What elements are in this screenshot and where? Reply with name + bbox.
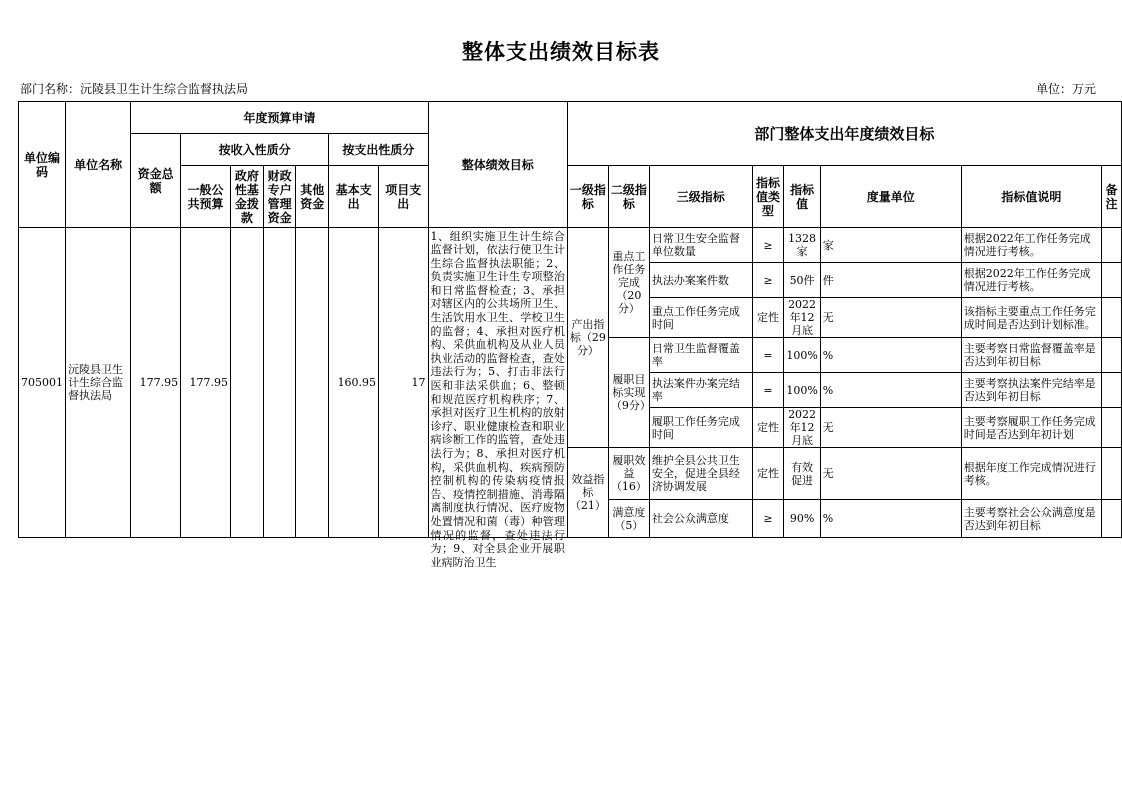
indicator-remark <box>1101 298 1121 338</box>
header-overall-goal: 整体绩效目标 <box>428 102 567 228</box>
indicator-remark <box>1101 408 1121 448</box>
department-name: 部门名称：沅陵县卫生计生综合监督执法局 <box>20 82 249 96</box>
indicator-type: = <box>752 373 784 408</box>
indicator-unit: 件 <box>820 263 961 298</box>
header-by-income: 按收入性质分 <box>181 134 329 166</box>
indicator-remark <box>1101 500 1121 538</box>
indicator-value: 2022年12月底 <box>784 298 820 338</box>
header-indicator-value: 指标值 <box>784 166 820 228</box>
indicator-unit: % <box>820 500 961 538</box>
indicator-type: 定性 <box>752 408 784 448</box>
header-unit-measure: 度量单位 <box>820 166 961 228</box>
indicator-name: 履职工作任务完成时间 <box>649 408 752 448</box>
header-basic-expense: 基本支出 <box>329 166 379 228</box>
fiscal-special-cell <box>263 228 296 538</box>
unit-code-cell: 705001 <box>19 228 66 538</box>
header-level1: 一级指标 <box>567 166 608 228</box>
header-value-type: 指标值类型 <box>752 166 784 228</box>
header-level3: 三级指标 <box>649 166 752 228</box>
indicator-desc: 根据2022年工作任务完成情况进行考核。 <box>961 263 1101 298</box>
total-funds-cell: 177.95 <box>131 228 181 538</box>
level1-benefit: 效益指标（21） <box>567 448 608 538</box>
indicator-remark <box>1101 373 1121 408</box>
indicator-remark <box>1101 448 1121 500</box>
indicator-desc: 主要考察履职工作任务完成时间是否达到年初计划 <box>961 408 1101 448</box>
header-gov-fund: 政府性基金拨款 <box>230 166 263 228</box>
indicator-type: = <box>752 338 784 373</box>
indicator-desc: 根据2022年工作任务完成情况进行考核。 <box>961 228 1101 263</box>
level1-output: 产出指标（29分） <box>567 228 608 448</box>
indicator-unit: 无 <box>820 448 961 500</box>
level2-duty-goal: 履职目标实现（9分） <box>608 338 649 448</box>
header-unit-code: 单位编码 <box>19 102 66 228</box>
indicator-unit: % <box>820 338 961 373</box>
general-budget-cell: 177.95 <box>181 228 231 538</box>
overall-goal-cell <box>428 228 567 569</box>
indicator-name: 重点工作任务完成时间 <box>649 298 752 338</box>
indicator-name: 社会公众满意度 <box>649 500 752 538</box>
header-annual-budget: 年度预算申请 <box>131 102 428 134</box>
header-remark: 备注 <box>1101 166 1121 228</box>
indicator-name: 执法案件办案完结率 <box>649 373 752 408</box>
header-unit-name: 单位名称 <box>66 102 131 228</box>
indicator-value: 1328家 <box>784 228 820 263</box>
indicator-desc: 主要考察社会公众满意度是否达到年初目标 <box>961 500 1101 538</box>
indicator-type: 定性 <box>752 448 784 500</box>
indicator-unit: 家 <box>820 228 961 263</box>
level2-satisfaction: 满意度（5） <box>608 500 649 538</box>
indicator-type: ≥ <box>752 228 784 263</box>
gov-fund-cell <box>230 228 263 538</box>
header-general-budget: 一般公共预算 <box>181 166 231 228</box>
indicator-value: 50件 <box>784 263 820 298</box>
indicator-unit: 无 <box>820 298 961 338</box>
header-other-funds: 其他资金 <box>296 166 329 228</box>
basic-expense-cell: 160.95 <box>329 228 379 538</box>
header-dept-goal: 部门整体支出年度绩效目标 <box>567 102 1121 166</box>
header-value-desc: 指标值说明 <box>961 166 1101 228</box>
indicator-type: 定性 <box>752 298 784 338</box>
indicator-desc: 主要考察日常监督覆盖率是否达到年初目标 <box>961 338 1101 373</box>
indicator-type: ≥ <box>752 263 784 298</box>
page-title: 整体支出绩效目标表 <box>462 40 660 64</box>
indicator-name: 日常卫生安全监督单位数量 <box>649 228 752 263</box>
indicator-desc: 该指标主要重点工作任务完成时间是否达到计划标准。 <box>961 298 1101 338</box>
level2-key-tasks: 重点工作任务完成（20分） <box>608 228 649 338</box>
indicator-type: ≥ <box>752 500 784 538</box>
unit-label: 单位：万元 <box>1035 82 1096 96</box>
indicator-value: 2022年12月底 <box>784 408 820 448</box>
level2-duty-benefit: 履职效益（16） <box>608 448 649 500</box>
indicator-value: 90% <box>784 500 820 538</box>
indicator-name: 日常卫生监督覆盖率 <box>649 338 752 373</box>
indicator-name: 执法办案案件数 <box>649 263 752 298</box>
indicator-value: 100% <box>784 373 820 408</box>
indicator-remark <box>1101 228 1121 263</box>
indicator-remark <box>1101 338 1121 373</box>
project-expense-cell: 17 <box>379 228 428 538</box>
header-level2: 二级指标 <box>608 166 649 228</box>
indicator-desc: 主要考察执法案件完结率是否达到年初目标 <box>961 373 1101 408</box>
header-total-funds: 资金总额 <box>131 134 181 228</box>
indicator-remark <box>1101 263 1121 298</box>
indicator-desc: 根据年度工作完成情况进行考核。 <box>961 448 1101 500</box>
indicator-value: 100% <box>784 338 820 373</box>
header-project-expense: 项目支出 <box>379 166 428 228</box>
header-fiscal-special: 财政专户管理资金 <box>263 166 296 228</box>
unit-name-cell: 沅陵县卫生计生综合监督执法局 <box>66 228 131 538</box>
indicator-unit: % <box>820 373 961 408</box>
header-by-expense: 按支出性质分 <box>329 134 428 166</box>
overall-goal-text: 1、组织实施卫生计生综合监督计划，依法行使卫生计生综合监督执法职能；2、负责实施卫生计生专项整治和日常监督检查；3、承担对辖区内的公共场所卫生、生活饮用水卫生、学校卫生的监督；4、承担对医疗机构、采供血机构及从业人员执业活动的监督检查，查处违法行为；5、打击非法行医和非法采供血；6、整顿和规范医疗机构秩序；7、承担对医疗卫生机构的放射诊疗、职业健康检查和职业病诊断工作的监管，查处违法行为；8、承担对医疗机构，采供血机构、疾病预防控制机构的传染病疫情报告、疫情控制措施、消毒隔离制度执行情况、医疗废物处置情况和菌（毒）种管理情况的监督，查处违法行为；9、对全县企业开展职业病防治卫生 <box>430 229 565 569</box>
indicator-value: 有效促进 <box>784 448 820 500</box>
indicator-name: 维护全县公共卫生安全，促进全县经济协调发展 <box>649 448 752 500</box>
indicator-unit: 无 <box>820 408 961 448</box>
performance-table <box>18 101 1122 569</box>
other-funds-cell <box>296 228 329 538</box>
